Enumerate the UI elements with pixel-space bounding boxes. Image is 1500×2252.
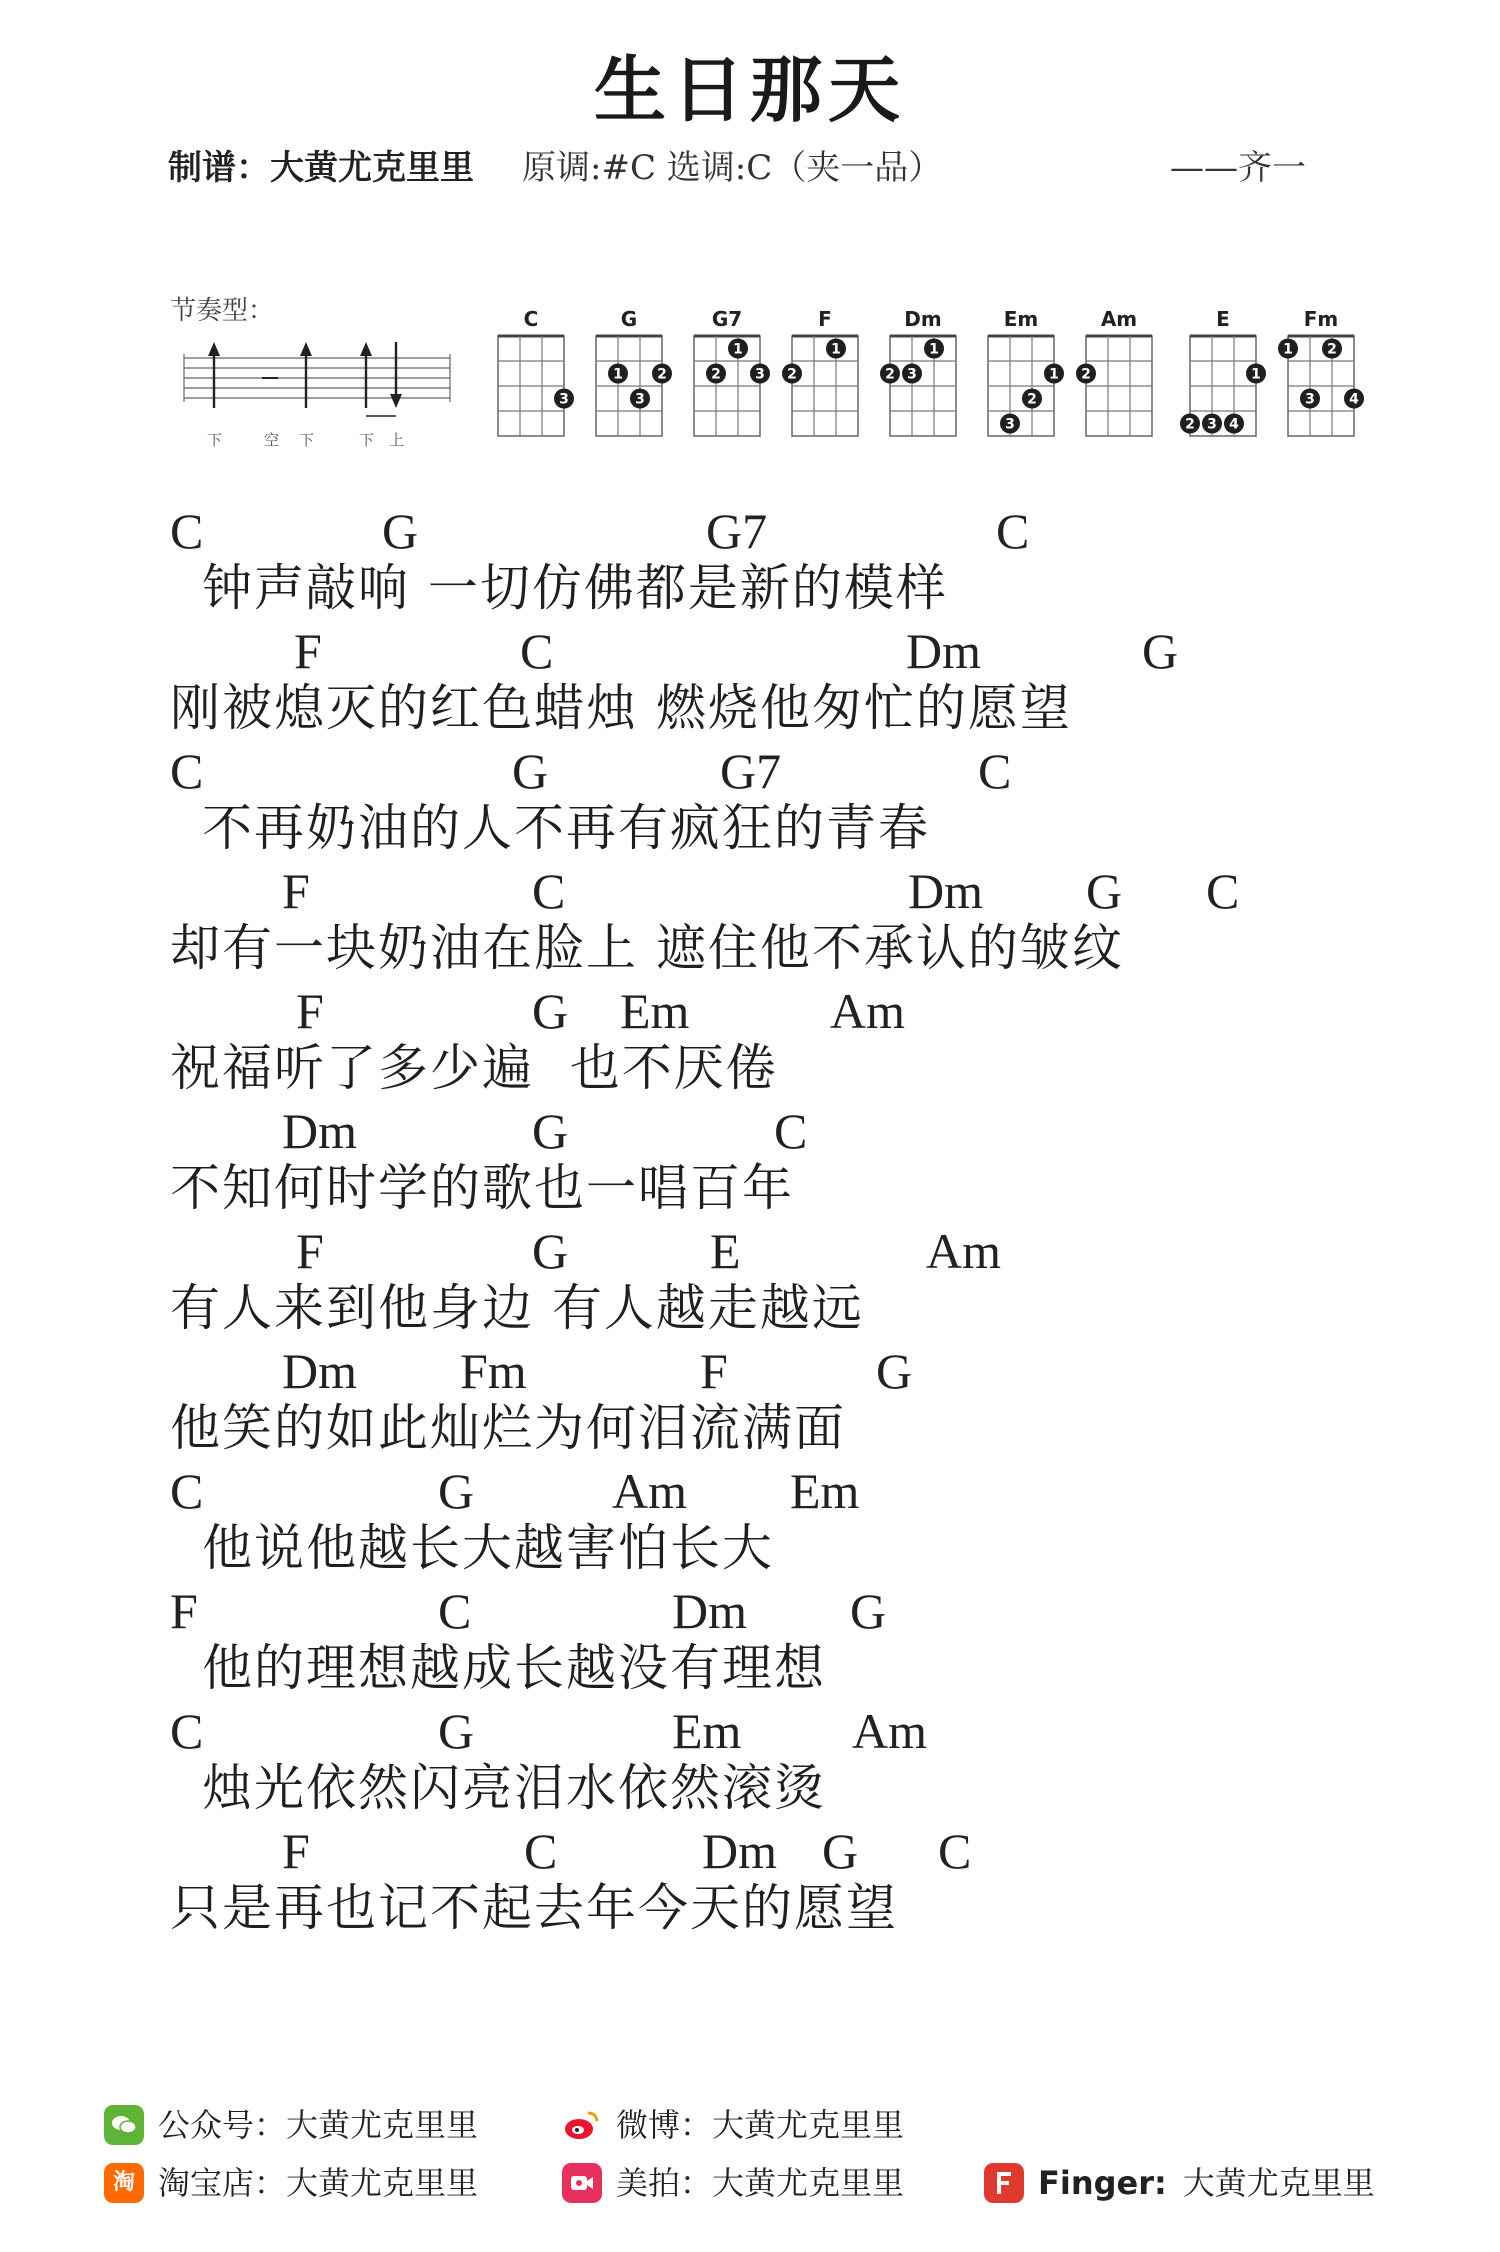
chord-line-12 — [170, 1825, 1124, 1877]
chord-diagram — [782, 307, 858, 436]
chord-label: Dm — [282, 1343, 357, 1399]
chord-label: F — [296, 1223, 324, 1279]
footer-meipai[interactable] — [562, 2154, 904, 2212]
svg-text:2: 2 — [657, 366, 667, 383]
chord-label: G — [438, 1703, 475, 1759]
chord-label: F — [282, 1823, 310, 1879]
chord-line-11 — [170, 1705, 1124, 1757]
chord-diagram-name: G7 — [711, 307, 743, 331]
svg-text:2: 2 — [1185, 416, 1195, 433]
svg-text:1: 1 — [1251, 366, 1261, 383]
lyric-line-7: 有人来到他身边 有人越走越远 — [170, 1279, 864, 1337]
chord-label: Dm — [908, 863, 983, 919]
chord-diagram-name: Em — [1003, 307, 1039, 331]
lyric-line-6: 不知何时学的歌也一唱百年 — [170, 1159, 794, 1217]
svg-text:2: 2 — [1027, 391, 1037, 408]
chord-diagram — [880, 307, 956, 436]
svg-text:3: 3 — [1305, 391, 1315, 408]
svg-text:1: 1 — [1283, 341, 1293, 358]
chord-diagram-name: G — [620, 307, 638, 331]
chord-label: E — [710, 1223, 741, 1279]
chord-diagram — [498, 307, 574, 436]
finger-label: Finger: — [1038, 2164, 1167, 2202]
stroke-1: 下 — [207, 431, 223, 449]
lyric-line-11: 烛光依然闪亮泪水依然滚烫 — [202, 1759, 826, 1817]
chord-label: C — [170, 1703, 204, 1759]
chord-line-6 — [170, 1105, 1124, 1157]
chord-label: F — [294, 623, 322, 679]
lyric-line-9: 他说他越长大越害怕长大 — [202, 1519, 774, 1577]
chord-label: C — [532, 863, 566, 919]
chord-diagram-name: E — [1216, 307, 1230, 331]
svg-text:1: 1 — [733, 341, 743, 358]
chord-line-2 — [170, 623, 1179, 679]
chord-label: C — [170, 743, 204, 799]
chord-label: G — [532, 1223, 569, 1279]
svg-text:1: 1 — [929, 341, 939, 358]
chord-line-9 — [170, 1465, 1124, 1517]
chord-diagram-name: F — [818, 307, 832, 331]
chord-label: G — [532, 983, 569, 1039]
chord-diagram — [1076, 307, 1152, 436]
chord-label: G7 — [706, 503, 768, 559]
chord-label: C — [170, 1463, 204, 1519]
stroke-5: 上 — [389, 431, 405, 449]
chord-label: Em — [790, 1463, 860, 1519]
chord-label: Dm — [702, 1823, 777, 1879]
weibo-label: 微博：大黄尤克里里 — [616, 2106, 905, 2144]
chord-diagram — [1180, 307, 1266, 436]
chord-label: F — [700, 1343, 728, 1399]
svg-text:3: 3 — [635, 391, 645, 408]
chord-diagram — [1278, 307, 1364, 436]
stroke-4: 下 — [359, 431, 375, 449]
song-body — [170, 503, 1240, 1945]
chord-diagram-name: C — [523, 307, 539, 331]
lyric-line-5: 祝福听了多少遍 也不厌倦 — [170, 1039, 778, 1097]
chord-label: Dm — [906, 623, 981, 679]
footer-taobao[interactable] — [104, 2154, 478, 2212]
wechat-icon — [104, 2105, 144, 2145]
key-info: 原调:#C 选调:C（夹一品） — [522, 148, 943, 188]
lyric-line-2: 刚被熄灭的红色蜡烛 燃烧他匆忙的愿望 — [170, 679, 1072, 737]
chord-label: Dm — [282, 1103, 357, 1159]
chord-label: G — [382, 503, 419, 559]
weibo-icon — [562, 2105, 602, 2145]
chord-label: C — [938, 1823, 972, 1879]
footer-weibo[interactable] — [562, 2096, 904, 2154]
svg-text:2: 2 — [711, 366, 721, 383]
chord-diagrams — [488, 306, 1368, 456]
chord-label: F — [296, 983, 324, 1039]
chord-label: G — [1086, 863, 1123, 919]
chord-line-4 — [170, 863, 1240, 919]
chord-label: C — [996, 503, 1030, 559]
svg-text:4: 4 — [1349, 391, 1359, 408]
singer-credit: ——齐一 — [1170, 148, 1306, 188]
lyric-line-8: 他笑的如此灿烂为何泪流满面 — [170, 1399, 846, 1457]
finger-value: 大黄尤克里里 — [1182, 2164, 1375, 2202]
taobao-label: 淘宝店：大黄尤克里里 — [158, 2164, 479, 2202]
stroke-2: 空 — [264, 431, 280, 449]
chord-line-8 — [170, 1345, 1124, 1397]
chord-label: Dm — [672, 1583, 747, 1639]
svg-text:3: 3 — [1005, 416, 1015, 433]
chord-line-10 — [170, 1585, 1124, 1637]
svg-text:3: 3 — [559, 391, 569, 408]
footer-finger[interactable] — [984, 2154, 1375, 2212]
chord-label: Am — [852, 1703, 927, 1759]
chord-line-1 — [170, 505, 1124, 557]
chord-label: G — [438, 1463, 475, 1519]
chord-label: C — [520, 623, 554, 679]
svg-text:1: 1 — [831, 341, 841, 358]
finger-app-icon — [984, 2163, 1024, 2203]
chord-diagram-name: Fm — [1303, 307, 1339, 331]
rhythm-pattern — [170, 330, 460, 460]
rhythm-label: 节奏型： — [170, 296, 275, 326]
chord-label: G — [512, 743, 549, 799]
chord-label: Am — [830, 983, 905, 1039]
wechat-label: 公众号：大黄尤克里里 — [158, 2106, 479, 2144]
svg-text:4: 4 — [1229, 416, 1239, 433]
chord-label: C — [524, 1823, 558, 1879]
chord-label: C — [1206, 863, 1240, 919]
lyric-line-3: 不再奶油的人不再有疯狂的青春 — [202, 799, 930, 857]
lyric-line-4: 却有一块奶油在脸上 遮住他不承认的皱纹 — [170, 919, 1124, 977]
svg-text:2: 2 — [1327, 341, 1337, 358]
footer-wechat[interactable] — [104, 2096, 478, 2154]
chord-label: G — [850, 1583, 887, 1639]
lyric-line-1: 钟声敲响 一切仿佛都是新的模样 — [202, 559, 948, 617]
chord-diagram-name: Am — [1100, 307, 1138, 331]
song-title: 生日那天 — [593, 48, 906, 132]
chord-label: Em — [672, 1703, 742, 1759]
song-meta — [168, 140, 942, 189]
chord-line-7 — [170, 1225, 1124, 1277]
stroke-3: 下 — [299, 431, 315, 449]
lyric-line-10: 他的理想越成长越没有理想 — [202, 1639, 826, 1697]
meipai-label: 美拍：大黄尤克里里 — [616, 2164, 905, 2202]
chord-label: Fm — [460, 1343, 527, 1399]
chord-label: G — [532, 1103, 569, 1159]
chord-label: G — [876, 1343, 913, 1399]
svg-text:3: 3 — [755, 366, 765, 383]
chord-label: Am — [612, 1463, 687, 1519]
svg-text:2: 2 — [1081, 366, 1091, 383]
chord-label: Em — [620, 983, 690, 1039]
chord-diagram-name: Dm — [904, 307, 942, 331]
chord-line-3 — [170, 745, 1124, 797]
svg-text:1: 1 — [1049, 366, 1059, 383]
chord-diagram — [694, 307, 770, 436]
chord-label: G — [1142, 623, 1179, 679]
taobao-icon: 淘 — [104, 2163, 144, 2203]
svg-text:3: 3 — [1207, 416, 1217, 433]
chord-label: C — [170, 503, 204, 559]
svg-text:3: 3 — [907, 366, 917, 383]
chord-diagram — [596, 307, 672, 436]
chord-label: C — [978, 743, 1012, 799]
chord-label: G — [822, 1823, 859, 1879]
svg-text:1: 1 — [613, 366, 623, 383]
svg-text:2: 2 — [885, 366, 895, 383]
meipai-icon — [562, 2163, 602, 2203]
chord-diagram — [988, 307, 1064, 436]
chord-label: C — [438, 1583, 472, 1639]
chord-label: G7 — [720, 743, 782, 799]
chord-label: Am — [926, 1223, 1001, 1279]
svg-text:2: 2 — [787, 366, 797, 383]
chord-label: C — [774, 1103, 808, 1159]
chord-label: F — [170, 1583, 198, 1639]
arranger-credit: 制谱：大黄尤克里里 — [168, 148, 474, 188]
lyric-line-12: 只是再也记不起去年今天的愿望 — [170, 1879, 898, 1937]
chord-label: F — [282, 863, 310, 919]
chord-line-5 — [170, 985, 1124, 1037]
